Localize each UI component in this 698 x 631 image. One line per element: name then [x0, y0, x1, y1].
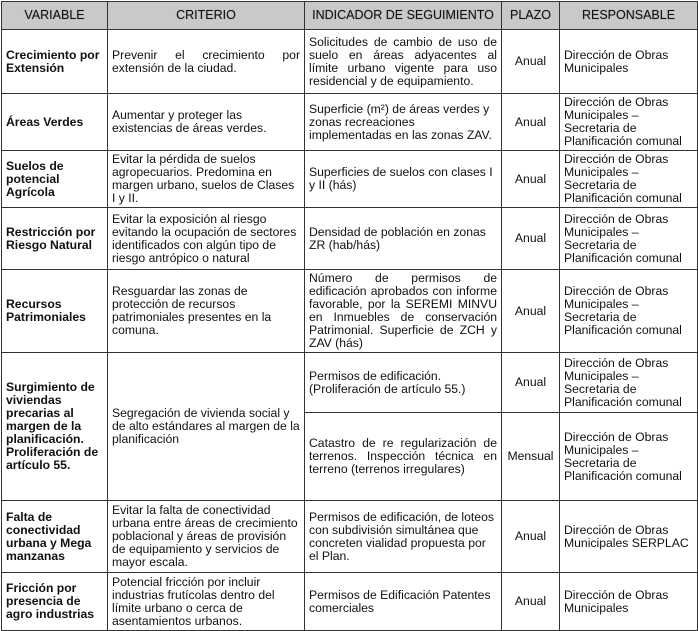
header-variable: VARIABLE — [2, 2, 108, 30]
responsable-cell: Dirección de Obras Municipales – Secretaria de Planificación comunal — [560, 413, 698, 501]
responsable-cell: Dirección de Obras Municipales SERPLAC — [560, 501, 698, 573]
table-row — [2, 573, 698, 631]
table-row — [2, 501, 698, 573]
variable-cell: Fricción por presencia de agro industrias — [2, 573, 108, 631]
table-row — [2, 208, 698, 270]
variable-cell: Falta de conectividad urbana y Mega manzanas — [2, 501, 108, 573]
responsable-cell: Dirección de Obras Municipales – Secretaria de Planificación comunal — [560, 270, 698, 353]
plazo-cell: Anual — [502, 353, 560, 413]
variable-cell: Surgimiento de viviendas precarias al margen de la planificación. Proliferación de artículo 55. — [2, 353, 108, 501]
criterio-cell: Evitar la falta de conectividad urbana entre áreas de crecimiento poblacional y áreas de provisión de equipamiento y servicios de mayor escala. — [108, 501, 305, 573]
plazo-cell: Anual — [502, 501, 560, 573]
indicador-cell: Número de permisos de edificación aprobados con informe favorable, por la SEREMI MINVU en Inmuebles de conservación Patrimonial. Superficie de ZCH y ZAV (hás) — [305, 270, 502, 353]
criterio-cell: Aumentar y proteger las existencias de áreas verdes. — [108, 94, 305, 151]
responsable-cell: Dirección de Obras Municipales — [560, 573, 698, 631]
indicador-cell: Densidad de población en zonas ZR (hab/hás) — [305, 208, 502, 270]
plazo-cell: Anual — [502, 208, 560, 270]
responsable-cell: Dirección de Obras Municipales – Secretaria de Planificación comunal — [560, 208, 698, 270]
header-row — [2, 2, 698, 30]
variable-cell: Recursos Patrimoniales — [2, 270, 108, 353]
indicador-cell: Catastro de re regularización de terrenos. Inspección técnica en terreno (terrenos irregulares) — [305, 413, 502, 501]
plazo-cell: Anual — [502, 270, 560, 353]
indicador-cell: Superficies de suelos con clases I y II (hás) — [305, 151, 502, 208]
criterio-cell: Resguardar las zonas de protección de recursos patrimoniales presentes en la comuna. — [108, 270, 305, 353]
variable-cell: Suelos de potencial Agrícola — [2, 151, 108, 208]
variable-cell: Restricción por Riesgo Natural — [2, 208, 108, 270]
plazo-cell: Anual — [502, 30, 560, 94]
header-responsable: RESPONSABLE — [560, 2, 698, 30]
monitoring-table — [1, 1, 698, 631]
plazo-cell: Anual — [502, 151, 560, 208]
criterio-cell: Prevenir el crecimiento por extensión de la ciudad. — [108, 30, 305, 94]
plazo-cell: Anual — [502, 573, 560, 631]
table-row — [2, 270, 698, 353]
plazo-cell: Anual — [502, 94, 560, 151]
indicador-cell: Solicitudes de cambio de uso de suelo en áreas adyacentes al límite urbano vigente para uso residencial y de equipamiento. — [305, 30, 502, 94]
table-row — [2, 30, 698, 94]
responsable-cell: Dirección de Obras Municipales – Secretaria de Planificación comunal — [560, 353, 698, 413]
responsable-cell: Dirección de Obras Municipales — [560, 30, 698, 94]
table-row — [2, 353, 698, 413]
criterio-cell: Evitar la exposición al riesgo evitando la ocupación de sectores identificados con algún tipo de riesgo antrópico o natural — [108, 208, 305, 270]
responsable-cell: Dirección de Obras Municipales – Secretaria de Planificación comunal — [560, 94, 698, 151]
criterio-cell: Potencial fricción por incluir industrias frutícolas dentro del límite urbano o cerca de asentamientos urbanos. — [108, 573, 305, 631]
indicador-cell: Permisos de Edificación Patentes comerciales — [305, 573, 502, 631]
responsable-cell: Dirección de Obras Municipales – Secretaria de Planificación comunal — [560, 151, 698, 208]
header-criterio: CRITERIO — [108, 2, 305, 30]
indicador-cell: Permisos de edificación, de loteos con subdivisión simultánea que concreten vialidad propuesta por el Plan. — [305, 501, 502, 573]
header-indicador: INDICADOR DE SEGUIMIENTO — [305, 2, 502, 30]
plazo-cell: Mensual — [502, 413, 560, 501]
variable-cell: Crecimiento por Extensión — [2, 30, 108, 94]
table-row — [2, 151, 698, 208]
variable-cell: Áreas Verdes — [2, 94, 108, 151]
header-plazo: PLAZO — [502, 2, 560, 30]
criterio-cell: Segregación de vivienda social y de alto estándares al margen de la planificación — [108, 353, 305, 501]
indicador-cell: Permisos de edificación. (Proliferación de artículo 55.) — [305, 353, 502, 413]
table-row — [2, 94, 698, 151]
criterio-cell: Evitar la pérdida de suelos agropecuarios. Predomina en margen urbano, suelos de Clases I y II. — [108, 151, 305, 208]
indicador-cell: Superficie (m²) de áreas verdes y zonas recreaciones implementadas en las zonas ZAV. — [305, 94, 502, 151]
